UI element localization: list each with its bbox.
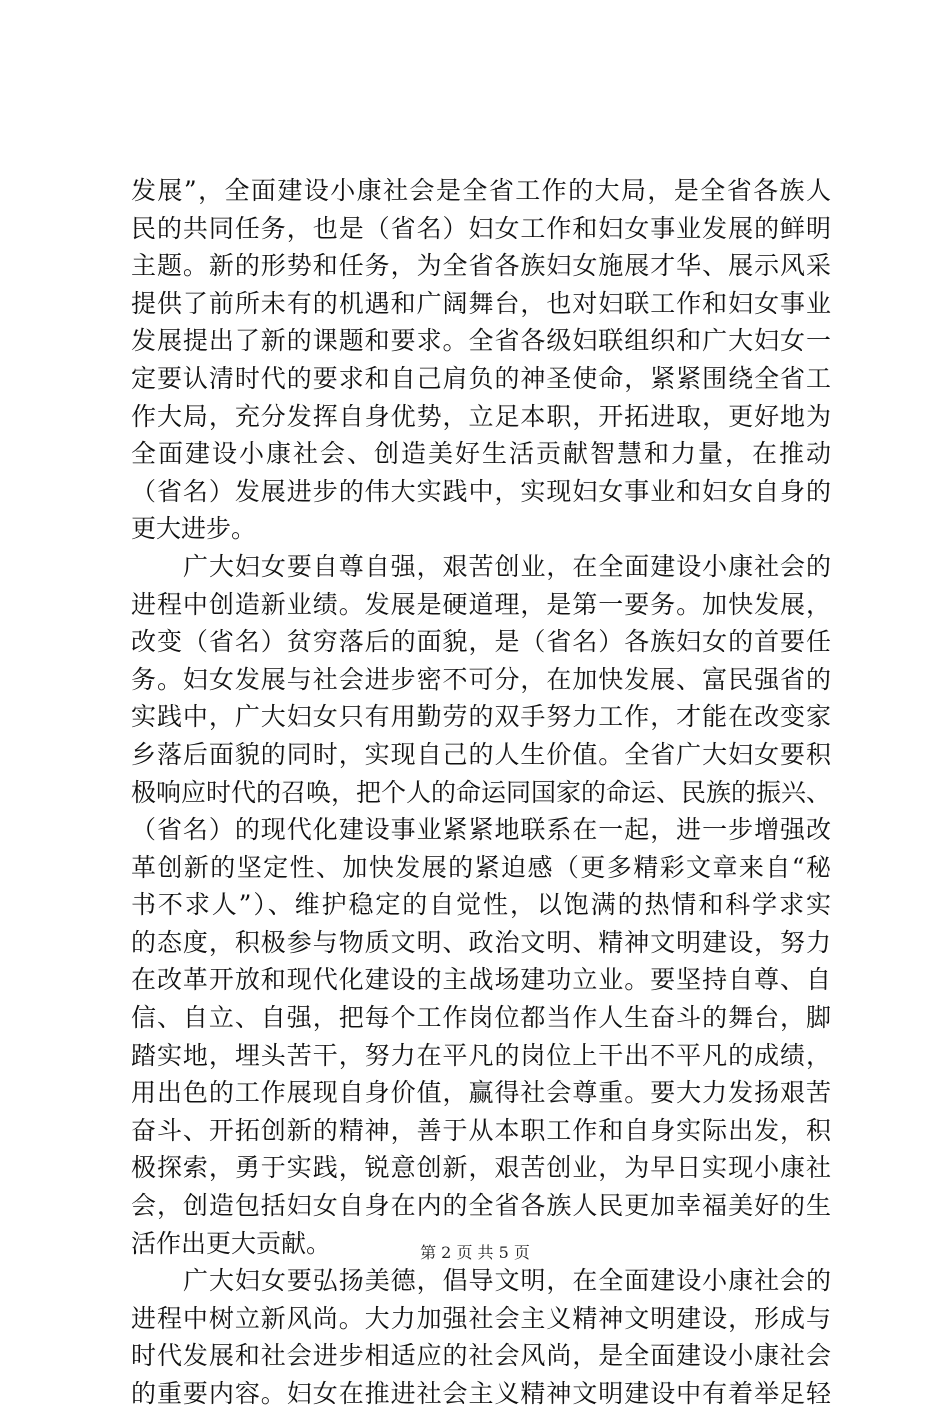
text-line: （省名）发展进步的伟大实践中，实现妇女事业和妇女自身的 bbox=[131, 476, 831, 506]
text-line: 革创新的坚定性、加快发展的紧迫感（更多精彩文章来自“秘 bbox=[131, 852, 831, 882]
text-line: 极探索，勇于实践，锐意创新，艰苦创业，为早日实现小康社 bbox=[131, 1153, 831, 1183]
text-line: 更大进步。 bbox=[131, 514, 257, 544]
text-line: 进程中树立新风尚。大力加强社会主义精神文明建设，形成与 bbox=[131, 1303, 831, 1333]
text-line: 活作出更大贡献。 bbox=[131, 1228, 332, 1258]
text-line: 全面建设小康社会、创造美好生活贡献智慧和力量，在推动 bbox=[131, 439, 831, 469]
text-line: 用出色的工作展现自身价值，赢得社会尊重。要大力发扬艰苦 bbox=[131, 1078, 831, 1108]
text-line: 实践中，广大妇女只有用勤劳的双手努力工作，才能在改变家 bbox=[131, 702, 831, 732]
text-line: 乡落后面貌的同时，实现自己的人生价值。全省广大妇女要积 bbox=[131, 739, 831, 769]
text-line: 改变（省名）贫穷落后的面貌，是（省名）各族妇女的首要任 bbox=[131, 627, 831, 657]
text-line: 作大局，充分发挥自身优势，立足本职，开拓进取，更好地为 bbox=[131, 401, 831, 431]
text-line: 踏实地，埋头苦干，努力在平凡的岗位上干出不平凡的成绩， bbox=[131, 1040, 831, 1070]
text-line: 会，创造包括妇女自身在内的全省各族人民更加幸福美好的生 bbox=[131, 1191, 831, 1221]
text-line: 广大妇女要自尊自强，艰苦创业，在全面建设小康社会的 bbox=[183, 551, 831, 581]
text-line: 广大妇女要弘扬美德，倡导文明，在全面建设小康社会的 bbox=[183, 1266, 831, 1296]
page-footer bbox=[0, 1240, 950, 1263]
text-line: 极响应时代的召唤，把个人的命运同国家的命运、民族的振兴、 bbox=[131, 777, 832, 807]
text-line: 的重要内容。妇女在推进社会主义精神文明建设中有着举足轻 bbox=[131, 1379, 831, 1408]
page-number-label: 第 2 页 共 5 页 bbox=[420, 1243, 530, 1262]
text-line: 发展提出了新的课题和要求。全省各级妇联组织和广大妇女一 bbox=[131, 326, 831, 356]
text-line: 在改革开放和现代化建设的主战场建功立业。要坚持自尊、自 bbox=[131, 965, 831, 995]
text-line: 务。妇女发展与社会进步密不可分，在加快发展、富民强省的 bbox=[131, 664, 831, 694]
text-line: 奋斗、开拓创新的精神，善于从本职工作和自身实际出发，积 bbox=[131, 1115, 831, 1145]
text-line: （省名）的现代化建设事业紧紧地联系在一起，进一步增强改 bbox=[131, 815, 831, 845]
text-line: 定要认清时代的要求和自己肩负的神圣使命，紧紧围绕全省工 bbox=[131, 363, 831, 393]
text-line: 信、自立、自强，把每个工作岗位都当作人生奋斗的舞台，脚 bbox=[131, 1003, 831, 1033]
text-line: 主题。新的形势和任务，为全省各族妇女施展才华、展示风采 bbox=[131, 251, 831, 281]
text-line: 发展”，全面建设小康社会是全省工作的大局，是全省各族人 bbox=[131, 176, 831, 205]
text-line: 提供了前所未有的机遇和广阔舞台，也对妇联工作和妇女事业 bbox=[131, 288, 831, 318]
text-line: 时代发展和社会进步相适应的社会风尚，是全面建设小康社会 bbox=[131, 1341, 831, 1371]
text-line: 民的共同任务，也是（省名）妇女工作和妇女事业发展的鲜明 bbox=[131, 213, 831, 243]
document-body bbox=[131, 172, 831, 1413]
text-line: 书不求人”）、维护稳定的自觉性，以饱满的热情和科学求实 bbox=[131, 890, 831, 920]
text-line: 进程中创造新业绩。发展是硬道理，是第一要务。加快发展， bbox=[131, 589, 831, 619]
text-line: 的态度，积极参与物质文明、政治文明、精神文明建设，努力 bbox=[131, 927, 831, 957]
